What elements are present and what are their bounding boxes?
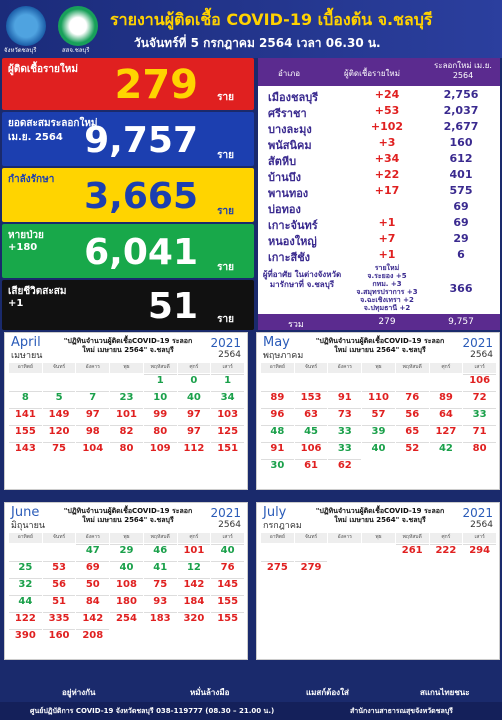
calendar-day-count: 62: [328, 459, 361, 476]
weekday-header: อาทิตย์: [261, 363, 294, 373]
calendar-day-count: 261: [396, 544, 429, 561]
calendar-day-count: 29: [110, 544, 143, 561]
calendar-day-count: 142: [76, 612, 109, 629]
district-new: +22: [374, 168, 400, 181]
table-header: [258, 58, 500, 86]
calendar-day-count: 89: [430, 391, 463, 408]
deaths-value: 51: [147, 286, 198, 327]
district-new: +3: [378, 136, 396, 149]
district-name: ศรีราชา: [268, 107, 307, 120]
weekday-header: เสาร์: [211, 363, 244, 373]
contact-bar: [0, 702, 502, 720]
other-detail-line: จ.สมุทรปราการ +3: [356, 288, 418, 296]
calendar-day-count: 65: [396, 425, 429, 442]
calendar-day-count: 93: [144, 595, 177, 612]
calendar-day-count: 106: [463, 374, 496, 391]
new-cases-value: 279: [114, 62, 198, 108]
calendar-day-count: 42: [430, 442, 463, 459]
district-total: 29: [453, 232, 469, 245]
district-new: +7: [378, 232, 396, 245]
district-new: +24: [374, 88, 400, 101]
handwash-icon-label: หมั่นล้างมือ: [190, 688, 230, 697]
calendar-may: [256, 332, 500, 490]
calendar-day-count: 12: [178, 561, 211, 578]
calendar-day-count: 84: [76, 595, 109, 612]
calendar-day-count: 120: [43, 425, 76, 442]
district-new: +1: [378, 216, 396, 229]
calendar-july: [256, 502, 500, 660]
calendar-day-count: 91: [261, 442, 294, 459]
calendar-day-count: 75: [144, 578, 177, 595]
calendar-day-count: 64: [430, 408, 463, 425]
district-name: สัตหีบ: [268, 155, 297, 168]
weekday-header: อาทิตย์: [9, 533, 42, 543]
weekday-header: พุธ: [362, 363, 395, 373]
weekday-header: พฤหัสบดี: [144, 533, 177, 543]
calendar-day-count: 45: [295, 425, 328, 442]
col-district: อำเภอ: [278, 69, 301, 78]
calendar-day-count: 69: [76, 561, 109, 578]
calendar-day-count: 40: [211, 544, 244, 561]
calendar-grid: [9, 533, 245, 649]
calendar-day-count: 25: [9, 561, 42, 578]
other-name: ผู้ที่อาศัย ในต่างจังหวัด มารักษาที่ จ.ชลบุรี: [262, 270, 342, 289]
calendar-day-count: 39: [362, 425, 395, 442]
district-name: เกาะจันทร์: [268, 219, 318, 232]
weekday-header: อังคาร: [328, 363, 361, 373]
calendar-day-count: 40: [110, 561, 143, 578]
header: [0, 0, 502, 58]
district-name: พานทอง: [268, 187, 309, 200]
weekday-header: อังคาร: [328, 533, 361, 543]
calendar-day-count: 98: [76, 425, 109, 442]
calendar-month: April: [11, 335, 41, 350]
new-cases-unit: ราย: [217, 92, 234, 103]
weekday-header: พุธ: [110, 363, 143, 373]
calendar-day-count: 101: [110, 408, 143, 425]
recovered-label: หายป่วย: [8, 230, 44, 241]
calendar-day-count: 33: [328, 442, 361, 459]
deaths-card: [2, 280, 254, 330]
other-province-row: [258, 264, 500, 314]
weekday-header: พฤหัสบดี: [396, 363, 429, 373]
logo2-caption: สสจ.ชลบุรี: [62, 47, 90, 54]
district-total: 160: [449, 136, 473, 149]
col-total: ระลอกใหม่ เม.ย. 2564: [434, 61, 492, 80]
deaths-label: เสียชีวิตสะสม: [8, 286, 67, 297]
calendar-day-count: 145: [211, 578, 244, 595]
calendar-day-count: 103: [211, 408, 244, 425]
contact-text: ศูนย์ปฏิบัติการ COVID-19 จังหวัดชลบุรี 038-119777 (08.30 – 21.00 น.): [30, 707, 275, 715]
calendar-day-count: 108: [110, 578, 143, 595]
calendar-day-count: 104: [76, 442, 109, 459]
cumulative-label2: เม.ย. 2564: [8, 132, 63, 143]
calendar-thai-year: 2564: [470, 520, 493, 530]
calendar-day-count: 51: [43, 595, 76, 612]
calendar-day-count: 56: [43, 578, 76, 595]
other-detail: [352, 264, 422, 312]
calendar-day-count: 1: [144, 374, 177, 391]
calendar-day-count: 184: [178, 595, 211, 612]
calendar-day-count: 1: [211, 374, 244, 391]
calendar-day-count: 122: [9, 612, 42, 629]
weekday-header: ศุกร์: [430, 363, 463, 373]
calendar-title: "ปฏิทินจำนวนผู้ติดเชื้อCOVID-19 ระลอกใหม่ เมษายน 2564" จ.ชลบุรี: [63, 337, 193, 354]
district-total: 401: [449, 168, 473, 181]
calendar-day-count: 57: [362, 408, 395, 425]
calendar-title: "ปฏิทินจำนวนผู้ติดเชื้อCOVID-19 ระลอกใหม่ เมษายน 2564" จ.ชลบุรี: [315, 337, 445, 354]
district-name: บ่อทอง: [268, 203, 301, 216]
other-detail-line: จ.ฉะเชิงเทรา +2: [360, 296, 414, 304]
district-new: +102: [370, 120, 404, 133]
calendar-day-count: 97: [178, 425, 211, 442]
calendar-day-count: 23: [110, 391, 143, 408]
col-new: ผู้ติดเชื้อรายใหม่: [344, 69, 400, 78]
total-label: รวม: [288, 320, 304, 330]
calendar-day-count: 33: [463, 408, 496, 425]
district-total: 612: [449, 152, 473, 165]
calendar-day-count: 390: [9, 629, 42, 646]
scan-icon-label: สแกนไทยชนะ: [420, 688, 470, 697]
calendar-month-thai: มิถุนายน: [11, 521, 46, 531]
district-total: 6: [457, 248, 465, 261]
new-cases-card: [2, 58, 254, 110]
calendar-grid: [9, 363, 245, 479]
calendar-day-count: 99: [144, 408, 177, 425]
treating-card: [2, 168, 254, 222]
calendar-day-count: 294: [463, 544, 496, 561]
calendar-day-count: 80: [110, 442, 143, 459]
calendar-day-count: 149: [43, 408, 76, 425]
calendar-day-count: 80: [463, 442, 496, 459]
calendar-day-count: 101: [178, 544, 211, 561]
weekday-header: เสาร์: [463, 363, 496, 373]
cumulative-value: 9,757: [84, 120, 198, 161]
footer: [0, 680, 502, 720]
calendar-day-count: 73: [328, 408, 361, 425]
calendar-june: [4, 502, 248, 660]
calendar-day-count: 61: [295, 459, 328, 476]
district-name: พนัสนิคม: [268, 139, 312, 152]
weekday-header: จันทร์: [43, 363, 76, 373]
district-total: 69: [453, 200, 469, 213]
calendar-day-count: 5: [43, 391, 76, 408]
weekday-header: ศุกร์: [178, 533, 211, 543]
calendar-title: "ปฏิทินจำนวนผู้ติดเชื้อCOVID-19 ระลอกใหม่ เมษายน 2564" จ.ชลบุรี: [63, 507, 193, 524]
district-total: 2,756: [443, 88, 479, 101]
calendar-day-count: 40: [362, 442, 395, 459]
recovered-card: [2, 224, 254, 278]
calendar-title: "ปฏิทินจำนวนผู้ติดเชื้อCOVID-19 ระลอกใหม่ เมษายน 2564" จ.ชลบุรี: [315, 507, 445, 524]
calendar-thai-year: 2564: [218, 350, 241, 360]
district-name: บางละมุง: [268, 123, 312, 136]
district-name: เกาะสีชัง: [268, 251, 311, 264]
calendar-day-count: 33: [328, 425, 361, 442]
district-name: บ้านบึง: [268, 171, 302, 184]
calendar-day-count: 110: [362, 391, 395, 408]
weekday-header: จันทร์: [43, 533, 76, 543]
treating-value: 3,665: [84, 176, 198, 217]
calendar-day-count: 155: [9, 425, 42, 442]
table-row: [258, 88, 500, 104]
calendar-day-count: 63: [295, 408, 328, 425]
recovered-label2: +180: [8, 242, 38, 253]
calendar-day-count: 151: [211, 442, 244, 459]
footer-icons: [0, 680, 502, 702]
calendar-day-count: 71: [463, 425, 496, 442]
calendar-day-count: 97: [178, 408, 211, 425]
weekday-header: พฤหัสบดี: [144, 363, 177, 373]
district-name: หนองใหญ่: [268, 235, 317, 248]
other-detail-line: จ.ปทุมธานี +2: [363, 304, 411, 312]
district-new: +17: [374, 184, 400, 197]
district-total: 69: [453, 216, 469, 229]
page-subtitle: วันจันทร์ที่ 5 กรกฎาคม 2564 เวลา 06.30 น.: [134, 36, 381, 50]
weekday-header: ศุกร์: [430, 533, 463, 543]
calendar-day-count: 47: [76, 544, 109, 561]
weekday-header: ศุกร์: [178, 363, 211, 373]
table-row: [258, 232, 500, 248]
calendar-day-count: 335: [43, 612, 76, 629]
calendar-day-count: 155: [211, 612, 244, 629]
other-detail-line: กทม. +3: [372, 280, 402, 288]
table-row: [258, 152, 500, 168]
calendar-month: July: [263, 505, 287, 520]
weekday-header: พฤหัสบดี: [396, 533, 429, 543]
calendar-day-count: 30: [261, 459, 294, 476]
calendar-day-count: 32: [9, 578, 42, 595]
calendar-day-count: 153: [295, 391, 328, 408]
recovered-value: 6,041: [84, 232, 198, 273]
calendar-day-count: 96: [261, 408, 294, 425]
calendar-day-count: 7: [76, 391, 109, 408]
calendar-day-count: 56: [396, 408, 429, 425]
calendar-month-thai: พฤษภาคม: [263, 351, 304, 361]
calendar-day-count: 80: [144, 425, 177, 442]
table-row: [258, 248, 500, 264]
calendar-year: 2021: [462, 506, 493, 520]
district-table: [258, 58, 500, 330]
cumulative-card: [2, 112, 254, 166]
calendar-day-count: 76: [396, 391, 429, 408]
weekday-header: เสาร์: [463, 533, 496, 543]
calendar-month-thai: เมษายน: [11, 351, 43, 361]
calendar-month-thai: กรกฎาคม: [263, 521, 302, 531]
district-new: +34: [374, 152, 400, 165]
calendar-day-count: 112: [178, 442, 211, 459]
calendar-day-count: 50: [76, 578, 109, 595]
calendar-year: 2021: [462, 336, 493, 350]
mask-icon-label: แมสก์ต้องใส่: [306, 688, 349, 697]
health-office-logo-icon: [58, 6, 98, 46]
calendar-day-count: 46: [144, 544, 177, 561]
calendar-day-count: 34: [211, 391, 244, 408]
calendar-day-count: 75: [43, 442, 76, 459]
calendar-day-count: 142: [178, 578, 211, 595]
calendar-thai-year: 2564: [218, 520, 241, 530]
district-total: 2,037: [443, 104, 479, 117]
table-row: [258, 104, 500, 120]
calendar-day-count: 53: [43, 561, 76, 578]
calendar-day-count: 41: [144, 561, 177, 578]
calendar-thai-year: 2564: [470, 350, 493, 360]
weekday-header: อาทิตย์: [9, 363, 42, 373]
calendar-day-count: 254: [110, 612, 143, 629]
calendar-day-count: 279: [295, 561, 328, 578]
table-row: [258, 136, 500, 152]
calendar-grid: [261, 533, 497, 649]
calendar-day-count: 48: [261, 425, 294, 442]
new-cases-label: ผู้ติดเชื้อรายใหม่: [8, 64, 78, 75]
calendar-april: [4, 332, 248, 490]
calendar-day-count: 0: [178, 374, 211, 391]
calendar-year: 2021: [210, 506, 241, 520]
other-detail-line: รายใหม่: [374, 264, 400, 272]
calendar-month: May: [263, 335, 290, 350]
deaths-label2: +1: [8, 298, 24, 309]
table-total-row: [258, 314, 500, 330]
total-all: 9,757: [448, 317, 474, 327]
calendar-grid: [261, 363, 497, 479]
calendar-day-count: 275: [261, 561, 294, 578]
weekday-header: พุธ: [362, 533, 395, 543]
total-new: 279: [378, 317, 396, 327]
logo1-caption: จังหวัดชลบุรี: [4, 47, 37, 54]
treating-label: กำลังรักษา: [8, 174, 55, 185]
province-logo-icon: [6, 6, 46, 46]
calendar-day-count: 127: [430, 425, 463, 442]
calendar-day-count: 143: [9, 442, 42, 459]
district-total: 575: [449, 184, 473, 197]
recovered-unit: ราย: [217, 262, 234, 273]
calendar-day-count: 40: [178, 391, 211, 408]
calendar-day-count: 8: [9, 391, 42, 408]
calendar-day-count: 82: [110, 425, 143, 442]
calendar-day-count: 222: [430, 544, 463, 561]
weekday-header: อังคาร: [76, 533, 109, 543]
weekday-header: อาทิตย์: [261, 533, 294, 543]
calendar-day-count: 52: [396, 442, 429, 459]
table-row: [258, 216, 500, 232]
calendar-day-count: 125: [211, 425, 244, 442]
office-text: สำนักงานสาธารณสุขจังหวัดชลบุรี: [350, 707, 453, 715]
calendar-day-count: 160: [43, 629, 76, 646]
treating-unit: ราย: [217, 206, 234, 217]
calendar-day-count: 44: [9, 595, 42, 612]
table-row: [258, 200, 500, 216]
weekday-header: อังคาร: [76, 363, 109, 373]
district-new: +1: [378, 248, 396, 261]
weekday-header: พุธ: [110, 533, 143, 543]
calendar-day-count: 72: [463, 391, 496, 408]
deaths-unit: ราย: [217, 314, 234, 325]
calendar-day-count: 89: [261, 391, 294, 408]
calendar-day-count: 208: [76, 629, 109, 646]
weekday-header: จันทร์: [295, 533, 328, 543]
calendar-day-count: 106: [295, 442, 328, 459]
calendar-day-count: 91: [328, 391, 361, 408]
page-title: รายงานผู้ติดเชื้อ COVID-19 เบื้องต้น จ.ชลบุรี: [110, 10, 433, 29]
cumulative-label: ยอดสะสมระลอกใหม่: [8, 118, 98, 129]
district-total: 2,677: [443, 120, 479, 133]
calendar-day-count: 10: [144, 391, 177, 408]
calendar-day-count: 76: [211, 561, 244, 578]
calendar-day-count: 155: [211, 595, 244, 612]
calendar-day-count: 97: [76, 408, 109, 425]
calendar-day-count: 320: [178, 612, 211, 629]
district-new: +53: [374, 104, 400, 117]
calendar-month: June: [11, 505, 40, 520]
calendar-day-count: 180: [110, 595, 143, 612]
table-row: [258, 184, 500, 200]
calendar-day-count: 183: [144, 612, 177, 629]
weekday-header: เสาร์: [211, 533, 244, 543]
distance-icon-label: อยู่ห่างกัน: [62, 688, 96, 697]
weekday-header: จันทร์: [295, 363, 328, 373]
other-total: 366: [449, 282, 473, 295]
calendar-day-count: 141: [9, 408, 42, 425]
calendar-day-count: 109: [144, 442, 177, 459]
district-name: เมืองชลบุรี: [268, 91, 319, 104]
other-detail-line: จ.ระยอง +5: [367, 272, 407, 280]
calendar-year: 2021: [210, 336, 241, 350]
table-row: [258, 120, 500, 136]
table-row: [258, 168, 500, 184]
cumulative-unit: ราย: [217, 150, 234, 161]
